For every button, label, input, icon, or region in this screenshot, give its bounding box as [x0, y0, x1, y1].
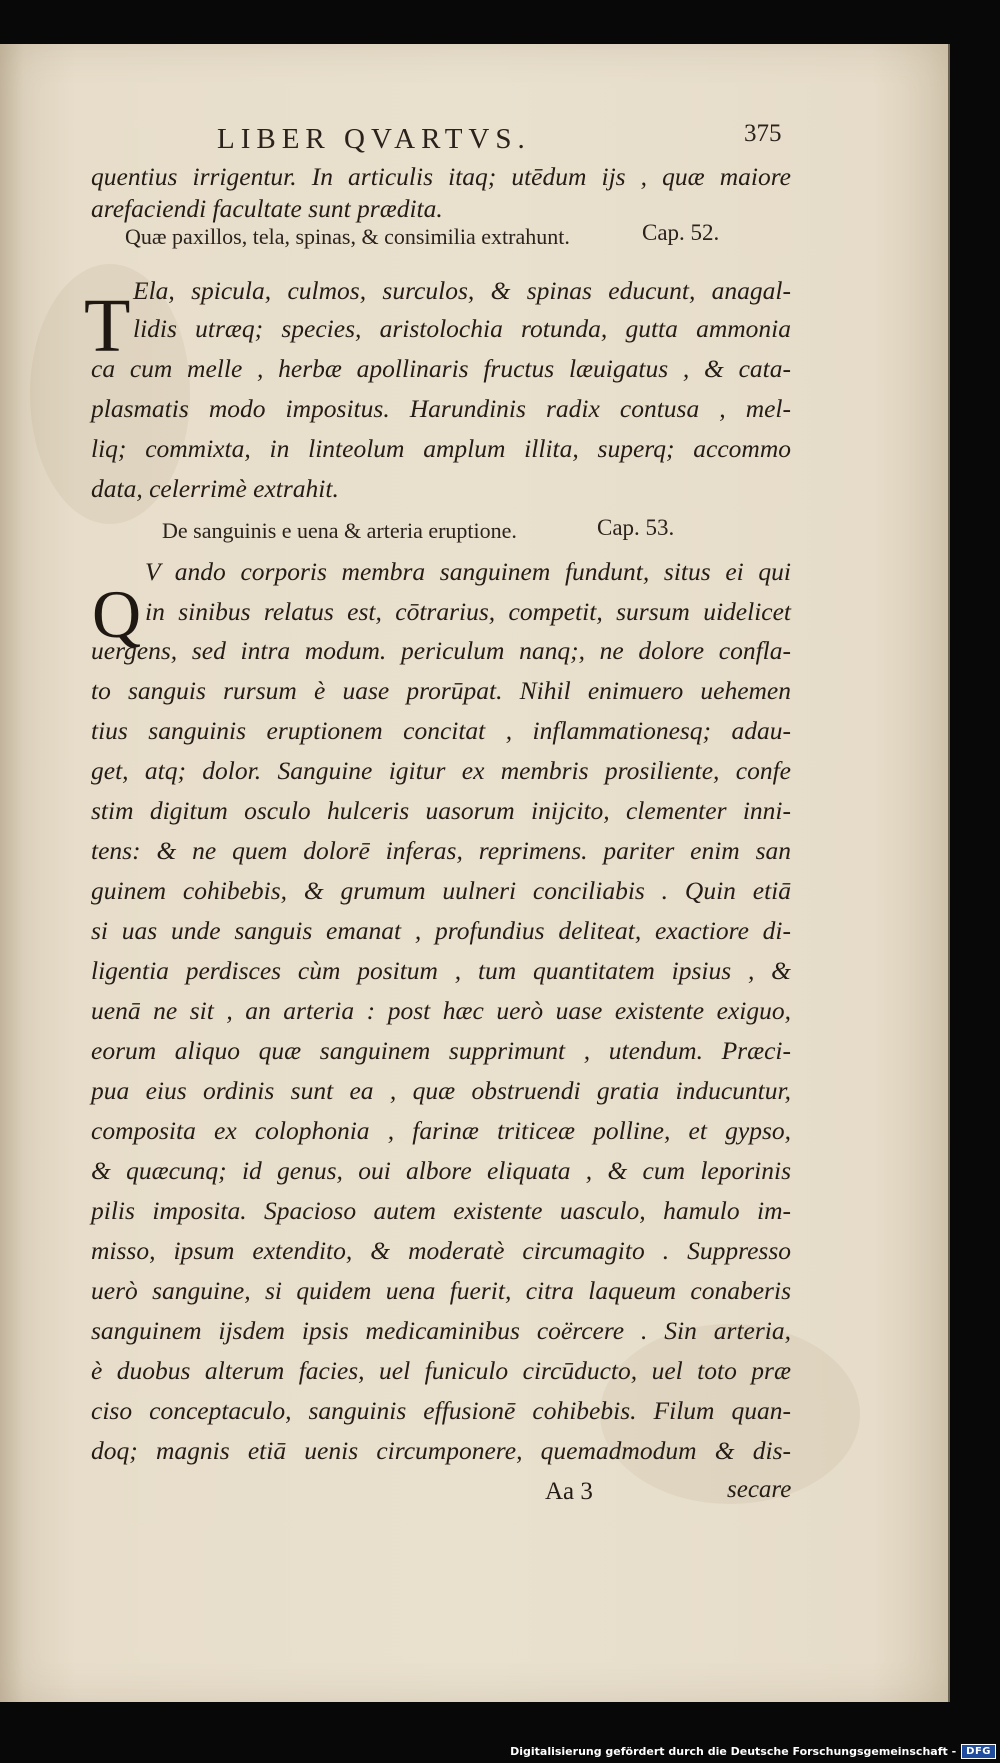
text-line: data, celerrimè extrahit.	[91, 474, 339, 503]
text-line: si uas unde sanguis emanat , profundius deliteat, exactiore di-	[91, 916, 791, 945]
text-line: doq; magnis etiā uenis circumponere, quemadmodum & dis-	[91, 1436, 791, 1465]
text-line: guinem cohibebis, & grumum uulneri conciliabis . Quin etiā	[91, 876, 791, 905]
text-line: tens: & ne quem dolorē inferas, reprimens. pariter enim san	[91, 836, 791, 865]
text-line: lidis utræq; species, aristolochia rotunda, gutta ammonia	[133, 314, 791, 343]
chapter-number: Cap. 52.	[642, 220, 720, 245]
catchword: secare	[727, 1476, 792, 1503]
text-line: uenā ne sit , an arteria : post hæc uerò uase existente exiguo,	[91, 996, 791, 1025]
text-line: stim digitum osculo hulceris uasorum inijcito, clementer inni-	[91, 796, 791, 825]
text-line: & quæcunq; id genus, oui albore eliquata , & cum leporinis	[91, 1156, 791, 1185]
text-line: ligentia perdisces cùm positum , tum quantitatem ipsius , &	[91, 956, 791, 985]
text-line: pilis imposita. Spacioso autem existente uasculo, hamulo im-	[91, 1196, 791, 1225]
text-line: liq; commixta, in linteolum amplum illita, superq; accommo	[91, 434, 791, 463]
text-line: plasmatis modo impositus. Harundinis radix contusa , mel-	[91, 394, 791, 423]
running-head: LIBER QVARTVS.	[217, 123, 531, 155]
text-line: Ela, spicula, culmos, surculos, & spinas educunt, anagal-	[133, 276, 791, 305]
signature-mark: Aa 3	[545, 1478, 593, 1505]
text-line: composita ex colophonia , farinæ triticeæ polline, et gypso,	[91, 1116, 791, 1145]
text-line: quentius irrigentur. In articulis itaq; utēdum ijs , quæ maiore	[91, 162, 791, 191]
text-line: ca cum melle , herbæ apollinaris fructus læuigatus , & cata-	[91, 354, 791, 383]
text-line: uergens, sed intra modum. periculum nanq;, ne dolore confla-	[91, 636, 791, 665]
text-line: eorum aliquo quæ sanguinem supprimunt , utendum. Præci-	[91, 1036, 791, 1065]
chapter-heading: De sanguinis e uena & arteria eruptione.	[162, 518, 517, 543]
chapter-heading: Quæ paxillos, tela, spinas, & consimilia extrahunt.	[125, 224, 570, 249]
text-line: get, atq; dolor. Sanguine igitur ex membris prosiliente, confe	[91, 756, 791, 785]
dfg-logo: DFG	[961, 1744, 996, 1759]
footer-text: Digitalisierung gefördert durch die Deutsche Forschungsgemeinschaft -	[510, 1745, 957, 1758]
drop-capital: T	[84, 284, 131, 368]
page-number: 375	[744, 120, 782, 147]
text-line: uerò sanguine, si quidem uena fuerit, citra laqueum conaberis	[91, 1276, 791, 1305]
digitization-footer	[510, 1743, 996, 1760]
text-line: pua eius ordinis sunt ea , quæ obstruendi gratia inducuntur,	[91, 1076, 791, 1105]
text-line: sanguinem ijsdem ipsis medicaminibus coërcere . Sin arteria,	[91, 1316, 791, 1345]
chapter-number: Cap. 53.	[597, 515, 675, 540]
text-line: misso, ipsum extendito, & moderatè circumagito . Suppresso	[91, 1236, 791, 1265]
text-line: tius sanguinis eruptionem concitat , inflammationesq; adau-	[91, 716, 791, 745]
text-line: arefaciendi facultate sunt prædita.	[91, 194, 443, 223]
text-line: in sinibus relatus est, cōtrarius, competit, sursum uidelicet	[145, 597, 791, 626]
text-line: ciso conceptaculo, sanguinis effusionē cohibebis. Filum quan-	[91, 1396, 791, 1425]
text-line: è duobus alterum facies, uel funiculo circūducto, uel toto præ	[91, 1356, 791, 1385]
text-line: V ando corporis membra sanguinem fundunt, situs ei qui	[145, 557, 791, 586]
text-line: to sanguis rursum è uase prorūpat. Nihil enimuero uehemen	[91, 676, 791, 705]
drop-capital: Q	[92, 576, 142, 652]
